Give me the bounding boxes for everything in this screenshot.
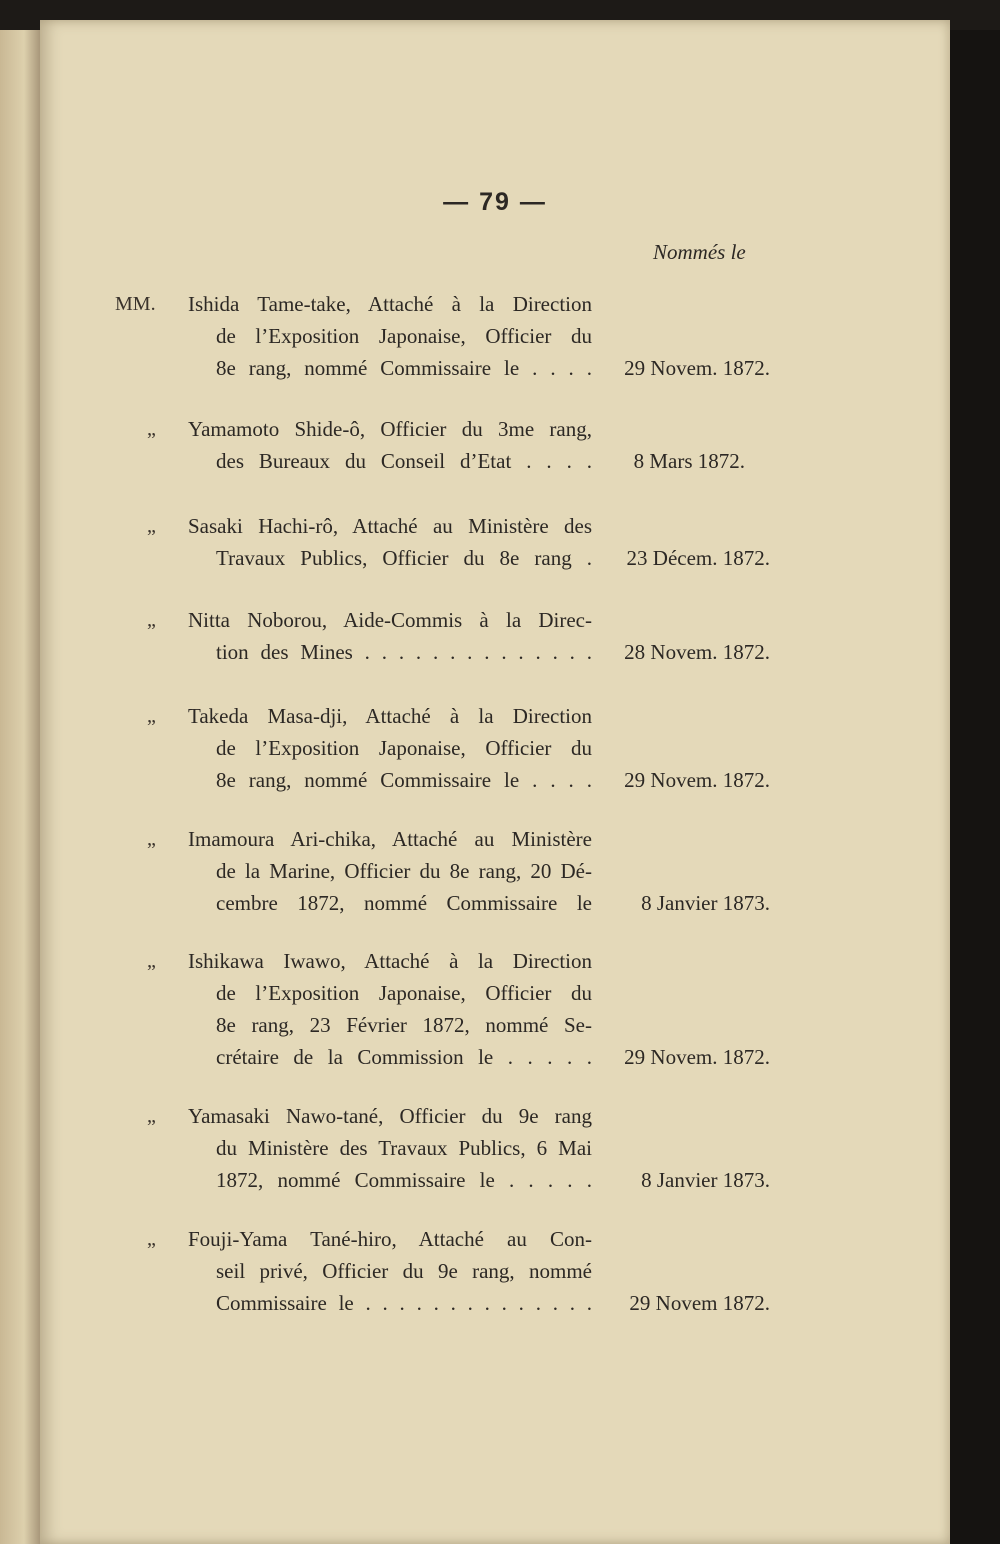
entry-date: 29 Novem 1872. xyxy=(629,1291,770,1315)
entry-text-line: Ishida Tame-take, Attaché à la Direction xyxy=(188,292,592,316)
entry-date: 29 Novem. 1872. xyxy=(624,1045,770,1069)
entry-date: 8 Mars 1872. xyxy=(633,449,745,473)
entry-date: 8 Janvier 1873. xyxy=(641,1168,770,1192)
entry-prefix: „ xyxy=(147,828,156,850)
entry-prefix: „ xyxy=(147,418,156,440)
entry-prefix: „ xyxy=(147,609,156,631)
entry-text-line: 1872, nommé Commissaire le . . . . . xyxy=(216,1168,592,1192)
entry-text-line: Travaux Publics, Officier du 8e rang . xyxy=(216,546,592,570)
entry-text-line: du Ministère des Travaux Publics, 6 Mai xyxy=(216,1136,592,1160)
entry-text-line: Nitta Noborou, Aide-Commis à la Direc- xyxy=(188,608,592,632)
entry-text-line: des Bureaux du Conseil d’Etat . . . . xyxy=(216,449,592,473)
entry-date: 8 Janvier 1873. xyxy=(641,891,770,915)
entry-prefix: „ xyxy=(147,515,156,537)
entry-text-line: Ishikawa Iwawo, Attaché à la Direction xyxy=(188,949,592,973)
entry-text-line: 8e rang, nommé Commissaire le . . . . xyxy=(216,356,592,380)
entry-text-line: seil privé, Officier du 9e rang, nommé xyxy=(216,1259,592,1283)
entry-text-line: Yamasaki Nawo-tané, Officier du 9e rang xyxy=(188,1104,592,1128)
column-header-appointed-on: Nommés le xyxy=(653,240,746,264)
entry-text-line: Fouji-Yama Tané-hiro, Attaché au Con- xyxy=(188,1227,592,1251)
entry-prefix: „ xyxy=(147,1228,156,1250)
book-page xyxy=(40,20,950,1544)
entry-date: 29 Novem. 1872. xyxy=(624,356,770,380)
entry-text-line: 8e rang, 23 Février 1872, nommé Se- xyxy=(216,1013,592,1037)
entry-text-line: cembre 1872, nommé Commissaire le xyxy=(216,891,592,915)
entry-prefix: MM. xyxy=(115,293,156,315)
entry-text-line: Yamamoto Shide-ô, Officier du 3me rang, xyxy=(188,417,592,441)
entry-date: 23 Décem. 1872. xyxy=(626,546,770,570)
entry-text-line: Commissaire le . . . . . . . . . . . . . . xyxy=(216,1291,592,1315)
entry-text-line: de la Marine, Officier du 8e rang, 20 Dé- xyxy=(216,859,592,883)
entry-prefix: „ xyxy=(147,1105,156,1127)
page-number: — 79 — xyxy=(443,188,547,216)
entry-prefix: „ xyxy=(147,950,156,972)
entry-text-line: 8e rang, nommé Commissaire le . . . . xyxy=(216,768,592,792)
entry-date: 29 Novem. 1872. xyxy=(624,768,770,792)
entry-text-line: de l’Exposition Japonaise, Officier du xyxy=(216,736,592,760)
adjacent-page-edge xyxy=(0,30,40,1544)
entry-date: 28 Novem. 1872. xyxy=(624,640,770,664)
entry-text-line: crétaire de la Commission le . . . . . xyxy=(216,1045,592,1069)
entry-text-line: de l’Exposition Japonaise, Officier du xyxy=(216,324,592,348)
scan-background-edge xyxy=(950,30,1000,1544)
entry-text-line: de l’Exposition Japonaise, Officier du xyxy=(216,981,592,1005)
entry-text-line: Imamoura Ari-chika, Attaché au Ministère xyxy=(188,827,592,851)
entry-prefix: „ xyxy=(147,705,156,727)
entry-text-line: tion des Mines . . . . . . . . . . . . . . xyxy=(216,640,592,664)
entry-text-line: Takeda Masa-dji, Attaché à la Direction xyxy=(188,704,592,728)
entry-text-line: Sasaki Hachi-rô, Attaché au Ministère des xyxy=(188,514,592,538)
